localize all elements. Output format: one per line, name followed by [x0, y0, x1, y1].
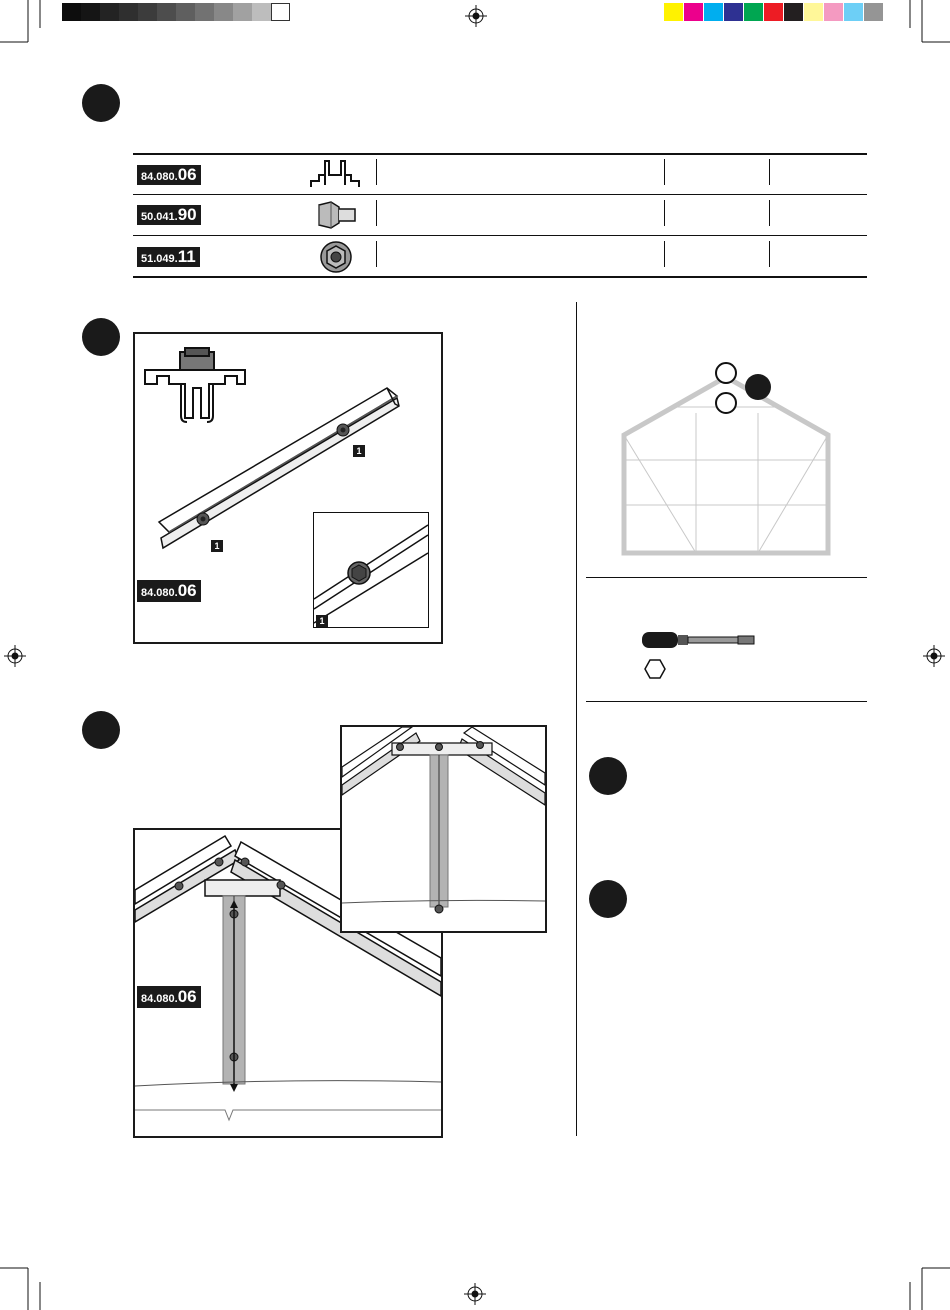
tools-top-rule — [586, 577, 867, 578]
registration-mark-bottom — [464, 1283, 486, 1305]
screwdriver-icon — [640, 628, 760, 652]
column-divider — [576, 302, 577, 1136]
step2-illustration — [133, 332, 443, 644]
step-3-marker — [82, 711, 120, 749]
tools-bottom-rule — [586, 701, 867, 702]
registration-mark-top — [465, 5, 487, 27]
part-tag: 1 — [316, 615, 328, 627]
step-4-marker — [589, 757, 627, 795]
step-5-marker — [589, 880, 627, 918]
hex-bolt-icon — [311, 199, 361, 231]
part-code: 84.080.06 — [137, 986, 201, 1008]
step3-inset — [340, 725, 547, 933]
part-code: 51.049.11 — [137, 247, 200, 267]
hex-socket-icon — [644, 659, 666, 679]
part-code: 50.041.90 — [137, 205, 201, 225]
parts-table — [133, 153, 867, 278]
part-tag: 1 — [353, 445, 365, 457]
flange-nut-icon — [319, 240, 353, 274]
registration-mark-left — [4, 645, 26, 667]
registration-mark-right — [923, 645, 945, 667]
profile-rail-icon — [307, 157, 363, 191]
part-code: 84.080.06 — [137, 165, 201, 185]
bolt-detail-drawing — [314, 513, 428, 627]
step-1-marker — [82, 84, 120, 122]
greenhouse-frame-drawing — [610, 355, 850, 560]
part-code: 84.080.06 — [137, 580, 201, 602]
step-2-marker — [82, 318, 120, 356]
part-tag: 1 — [211, 540, 223, 552]
detail-inset — [313, 512, 429, 628]
gable-detail-drawing — [342, 727, 545, 931]
